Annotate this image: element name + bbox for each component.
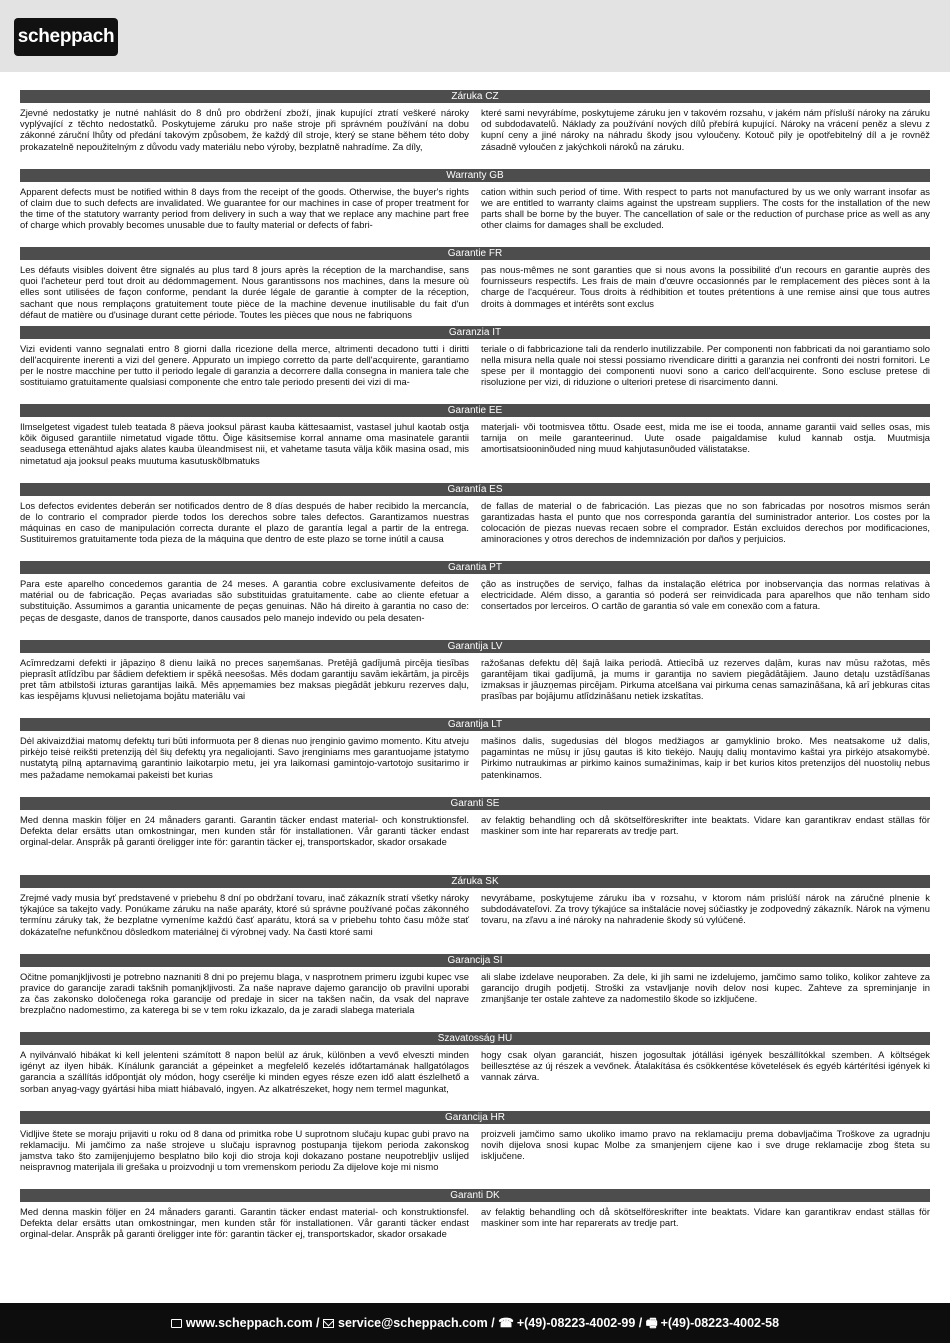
section-title: Garanti DK: [20, 1189, 930, 1202]
section-text-left: Los defectos evidentes deberán ser notificados dentro de 8 días después de haber recibido la mercancía, de lo contrario el comprador pierde todos los derechos sobre tales defectos. Garantizamos nuestras máquinas en caso de manipulación correcta durante el plazo de garantía legal a partir de la entrega. Sustituiremos gratuitamente toda pieza de la máquina que dentro de este plazo se torne inútil a causa: [20, 499, 469, 545]
mail-icon: [323, 1319, 334, 1328]
section-title: Garantia PT: [20, 561, 930, 574]
section-title: Warranty GB: [20, 169, 930, 182]
website-link[interactable]: www.scheppach.com: [185, 1316, 313, 1330]
section-title: Garanzia IT: [20, 326, 930, 339]
section-title: Garantie EE: [20, 404, 930, 417]
section-text-left: Vizi evidenti vanno segnalati entro 8 giorni dalla ricezione della merce, altrimenti decadono tutti i diritti dell'acquirente inerenti a vizi del genere. Appurato un impiego corretto da parte dell'acquirente, garantiamo per le nostre macchine per tutto il periodo legale di garanzia a decorrere dalla consegna in maniera tale che sostituiamo gratuitamente qualsiasi componente che entro tale periodo presenti dei vizi di ma-: [20, 342, 469, 388]
section-title: Garantie FR: [20, 247, 930, 260]
warranty-section: [20, 483, 930, 562]
section-text-right: nevyrábame, poskytujeme záruku iba v rozsahu, v ktorom nám prislúší nárok na záručné plnenie k subdodávateľovi. Za trovy týkajúce sa inštalácie novej súčiastky je zodpovedný zákazník. Nárok na výmenu tovaru, na zľavu a iné nároky na nahradenie škody sú vylúčené.: [481, 892, 930, 926]
contact-footer: [0, 1303, 950, 1343]
warranty-content: [20, 90, 930, 1285]
section-text-left: Acīmredzami defekti ir jāpaziņo 8 dienu laikā no preces saņemšanas. Pretējā gadījumā pircēja tiesības pieprasīt atlīdzību par šādiem defektiem ir spēkā neesošas. Mēs dodam garantiju savām iekārtām, ja pircējs pret tām atbilstoši izturas garantijas laikā. Mēs apņemamies bez maksas piegādāt jebkuru rezerves daļu, kas iespējams kļuvusi nelietojama bojātu materiālu vai: [20, 656, 469, 702]
section-title: Garantía ES: [20, 483, 930, 496]
section-text-left: Zrejmé vady musia byť predstavené v priebehu 8 dní po obdržaní tovaru, inač zákazník stratí všetky nároky týkajúce sa takejto vady. Ponúkame záruku na naše aparáty, ktoré sú správne používané počas zákonného termínu záruky tak, že bezplatne vymeníme každú časť aparátu, ktorá sa v priebehu tohto času môže stať dokázateľne nefunkčnou dôsledkom materiálnej či výrobnej vady. Na časti ktoré sami: [20, 892, 469, 937]
section-text-right: ražošanas defektu dēļ šajā laika periodā. Attiecībā uz rezerves daļām, kuras nav mūsu ražotas, mēs garantējam tikai gadījumā, ja mums ir garantija no saviem piegādātājiem. Jauno detaļu uzstādīšanas izmaksas ir jāuzņemas pircējam. Pirkuma atcelšana vai pirkuma cenas samazināšana, kā arī jebkuras citas prasības par bojājumu atlīdzināšanu netiek izskatītas.: [481, 656, 930, 702]
section-text-right: ção as instruções de serviço, falhas da instalação elétrica por inobservançia das normas relativas à electricidade. Além disso, a garantia só poderá ser reinvidicada para aparelhos que não tenham sido consertados por lerceiros. O cartão de garantia só vale em conexão com a fatura.: [481, 578, 930, 612]
section-text-right: av felaktig behandling och då skötselföreskrifter inte beaktats. Vidare kan garantikrav endast ställas för maskiner som inte har reparerats av tredje part.: [481, 1206, 930, 1229]
section-title: Garancija HR: [20, 1111, 930, 1124]
section-title: Szavatosság HU: [20, 1032, 930, 1045]
section-title: Záruka CZ: [20, 90, 930, 103]
section-text-right: ali slabe izdelave neuporaben. Za dele, ki jih sami ne izdelujemo, jamčimo samo toliko, kolikor zahteve za garancijo drugih podjetij. Stroški za vstavljanje novih delov nosi kupec. Zahteve za spreminjanje in zmanjšanje ter ostale zahteve za nadomestilo škode so izključene.: [481, 970, 930, 1004]
section-text-right: které sami nevyrábíme, poskytujeme záruku jen v takovém rozsahu, v jakém nám přísluší nároky na záruku od subdodavatelů. Náklady za používání nových dílů přebírá kupující. Nároky na vrácení peněz a slevu z kupní ceny a jiné nároky na náhradu škody jsou vyloučeny. Kotouč pily je opotřebitelný díl a je rovněž zásadně vyloučen z jakýchkoli nároků na záruku.: [481, 107, 930, 152]
warranty-section: [20, 1032, 930, 1111]
phone-number: +(49)-08223-4002-99: [516, 1316, 636, 1330]
computer-icon: [171, 1319, 182, 1328]
warranty-section: [20, 1189, 930, 1268]
logo-text: scheppach: [17, 26, 115, 47]
warranty-section: [20, 90, 930, 169]
warranty-section: [20, 247, 930, 326]
section-text-right: de fallas de material o de fabricación. Las piezas que no son fabricadas por nosotros mismos serán garantizadas hasta el punto que nos corresponda garantía del suministrador anterior. Los costes por la colocación de piezas nuevas recaen sobre el comprador. Están excluidos derechos por modificaciones, aminoraciones y otros derechos de indemnización por daños y perjuicios.: [481, 499, 930, 545]
section-text-right: pas nous-mêmes ne sont garanties que si nous avons la possibilité d'un recours en garantie auprès des fournisseurs respectifs. Les frais de main d'œuvre occasionnés par le remplacement des pièces sont à la charge de l'acquéreur. Tous droits à rédhibition et toutes prétentions à une remise ainsi que tous autres droits à dommages et intérêts sont exclus: [481, 264, 930, 309]
section-text-left: Ilmselgetest vigadest tuleb teatada 8 päeva jooksul pärast kauba kättesaamist, vastasel juhul kaotab ostja kõik õigused garantiile nimetatud vigade tõttu. Õige käsitsemise korral anname oma masinatele garantii seadusega ettenähtud ajaks alates kauba üleandmisest nii, et vahetame tasuta välja kõik masina osad, mis nimetatud aja jooksul peaks muutuma kasutuskõlbmatuks: [20, 421, 469, 466]
section-text-right: mašinos dalis, sugedusias dėl blogos medžiagos ar gamyklinio broko. Mes neatsakome už dalis, pagamintas ne mūsų ir jūsų gautas iš kito tiekėjo. Naujų dalių montavimo kaštai yra pirkėjo atsakomybė. Pirkimo nutraukimas ar pirkimo kainos sumažinimas, kaip ir bet kurios kitos pretenzijos dėl nuostolių nebus patenkinamos.: [481, 735, 930, 780]
warranty-section: [20, 797, 930, 876]
warranty-section: [20, 875, 930, 954]
email-link[interactable]: service@scheppach.com: [338, 1316, 488, 1330]
warranty-section: [20, 404, 930, 483]
section-text-left: Med denna maskin följer en 24 månaders garanti. Garantin täcker endast material- och konstruktionsfel. Defekta delar ersätts utan omkostningar, men kunden står för installationen. Vår garanti täcker endast orginal-delar. Anspråk på garanti öreligger inte för: garantin täcker ej, transportskador, skador orsakade: [20, 813, 469, 847]
section-text-right: teriale o di fabbricazione tali da renderlo inutilizzabile. Per componenti non fabbricati da noi garantiamo solo nella misura nella quale noi stessi possiamo rivendicare diritti a garanzia nei confronti dei nostri fornitori. Le spese per il montaggio dei componenti nuovi sono a carico dell'acquirente. Sono escluse pretese di risoluzione per vizi, di riduzione o ulteriori pretese di risarcimento danni.: [481, 342, 930, 388]
section-title: Záruka SK: [20, 875, 930, 888]
section-text-left: A nyilvánvaló hibákat ki kell jelenteni számított 8 napon belül az áruk, különben a vevő elveszti minden igényt az ilyen hibák. Kínálunk garanciát a gépeinket a megfelelő kezelés időtartamának hallgatólagos garancia a szállítás időpontját oly módon, hogy cserélje ki minden egyes része ezen idő alatt észlelhető a sorban anyag-vagy gyártási hiba miatt hiábavaló, ingyen. Az alkatrészeket, hogy nem termel magunkat,: [20, 1049, 469, 1094]
phone-icon: ☎: [498, 1316, 514, 1330]
section-title: Garancija SI: [20, 954, 930, 967]
fax-icon: 🖷: [645, 1316, 658, 1330]
section-text-left: Očitne pomanjkljivosti je potrebno naznaniti 8 dni po prejemu blaga, v nasprotnem primeru izgubi kupec vse pravice do garancije zaradi takšnih pomanjkljivosti. Za naše naprave dajemo garancijo ob pravilni uporabi za čas zakonsko določenega roka garancije od predaje in sicer na takšen način, da vsak del naprave brezplačno nadomestimo, za katerega bi se v tem roku izkazalo, da je zaradi slabega materiala: [20, 970, 469, 1016]
section-title: Garantija LV: [20, 640, 930, 653]
section-text-left: Dėl akivaizdžiai matomų defektų turi būti informuota per 8 dienas nuo įrenginio gavimo momento. Kitu atveju pirkėjo teisė reikšti pretenziją dėl šių defektų yra negaliojanti. Savo įrenginiams mes garantuojame įstatymo nustatytą pilną aptarnavimą garantinio laikotarpio metu, jei yra laikomasi gamintojo-vartotojo susitarimo ir mes pažadame nemokamai pakeisti bet kurias: [20, 735, 469, 780]
section-text-right: materjali- või tootmisvea tõttu. Osade eest, mida me ise ei tooda, anname garantii vaid selles osas, mis tarnija on meile garanteerinud. Uute osade paigaldamise kulud kannab ostja. Muutmisja amortisatsiooninõuded ning muud kahjutasunõuded välistatakse.: [481, 421, 930, 455]
warranty-section: [20, 561, 930, 640]
separator: /: [316, 1316, 320, 1330]
warranty-section: [20, 640, 930, 719]
section-text-right: hogy csak olyan garanciát, hiszen jogosultak jótállási igények beszállítókkal szemben. A költségek beillesztése az új részek a vevőnek. Átalakítása és csökkentése követelések és egyéb kártérítési igények ki vannak zárva.: [481, 1049, 930, 1083]
section-text-left: Para este aparelho concedemos garantia de 24 meses. A garantia cobre exclusivamente defeitos de matérial ou de fabricação. Peças avariadas são substituidas gratuitamente. cabe ao cliente efetuar a substituição. Assumimos a garantia unicamente de peças genuinas. Não há direito à garantia no caso de: peças de desgaste, danos de transporte, danos causados pelo manejo indevido ou pela desaten-: [20, 578, 469, 623]
section-text-right: cation within such period of time. With respect to parts not manufactured by us we only warrant insofar as we are entitled to warranty claims against the upstream suppliers. The costs for the installation of the new parts shall be borne by the buyer. The cancellation of sale or the reduction of purchase price as well as any other claims for damages shall be excluded.: [481, 185, 930, 231]
fax-number: +(49)-08223-4002-58: [660, 1316, 780, 1330]
section-text-left: Zjevné nedostatky je nutné nahlásit do 8 dnů pro obdržení zboží, jinak kupující ztratí veškeré nároky vyplývající z těchto nedostatků. Poskytujeme záruku pro naše stroje při správném používání na dobu zákonné záruční lhůty od předání takovým způsobem, že každý díl stroje, který se stane během této doby prokazatelně nepoužitelným z důvodu vady materiálu nebo výroby, bezplatně nahradíme. Za díly,: [20, 107, 469, 152]
scheppach-logo: [14, 18, 118, 56]
section-text-left: Les défauts visibles doivent être signalés au plus tard 8 jours après la réception de la marchandise, sans quoi l'acheteur perd tout droit au dédommagement. Nous garantissons nos machines, dans la mesure où elles sont utilisées de façon conforme, pendant la durée légale de garantie à compter de la réception, sachant que nous remplaçons gratuitement toute pièce de la machine devenue inutilisable du fait d'un défaut de matière ou d'usinage durant cette période. Toutes les pièces que nous ne fabriquons: [20, 264, 469, 320]
warranty-section: [20, 169, 930, 248]
warranty-section: [20, 718, 930, 797]
section-text-left: Apparent defects must be notified within 8 days from the receipt of the goods. Otherwise, the buyer's rights of claim due to such defects are invalidated. We guarantee for our machines in case of proper treatment for the time of the statutory warranty period from delivery in such a way that we replace any machine part free of charge which provably becomes unusable due to faulty material or defects of fabri-: [20, 185, 469, 231]
header-bar: [0, 0, 950, 72]
warranty-section: [20, 1111, 930, 1190]
separator: /: [491, 1316, 495, 1330]
section-text-right: proizveli jamčimo samo ukoliko imamo pravo na reklamaciju prema dobavljačima Troškove za ugradnju novih dijelova snosi kupac Molbe za smanjenjem cijene kao i sve druge reklamacije zbog šteta su isključene.: [481, 1127, 930, 1161]
section-title: Garanti SE: [20, 797, 930, 810]
warranty-section: [20, 326, 930, 405]
separator: /: [638, 1316, 643, 1330]
section-text-right: av felaktig behandling och då skötselföreskrifter inte beaktats. Vidare kan garantikrav endast ställas för maskiner som inte har reparerats av tredje part.: [481, 813, 930, 836]
section-text-left: Vidljive štete se moraju prijaviti u roku od 8 dana od primitka robe U suprotnom slučaju kupac gubi pravo na reklamaciju. Mi jamčimo za naše strojeve u slučaju ispravnog postupanja tijekom perioda zakonskog jamstva tako što zamijenjujemo besplatno bilo koji dio stroja koji dokazano postane neupotrebljiv uslijed neispravnog materijala ili grešaka u proizvodnji u tom vremenskom periodu Za dijelove koje mi nismo: [20, 1127, 469, 1173]
section-text-left: Med denna maskin följer en 24 månaders garanti. Garantin täcker endast material- och konstruktionsfel. Defekta delar ersätts utan omkostningar, men kunden står för installationen. Vår garanti täcker endast orginal-delar. Anspråk på garanti öreligger inte för: garantin täcker ej, transportskador, skador orsakade: [20, 1206, 469, 1240]
section-title: Garantija LT: [20, 718, 930, 731]
warranty-section: [20, 954, 930, 1033]
